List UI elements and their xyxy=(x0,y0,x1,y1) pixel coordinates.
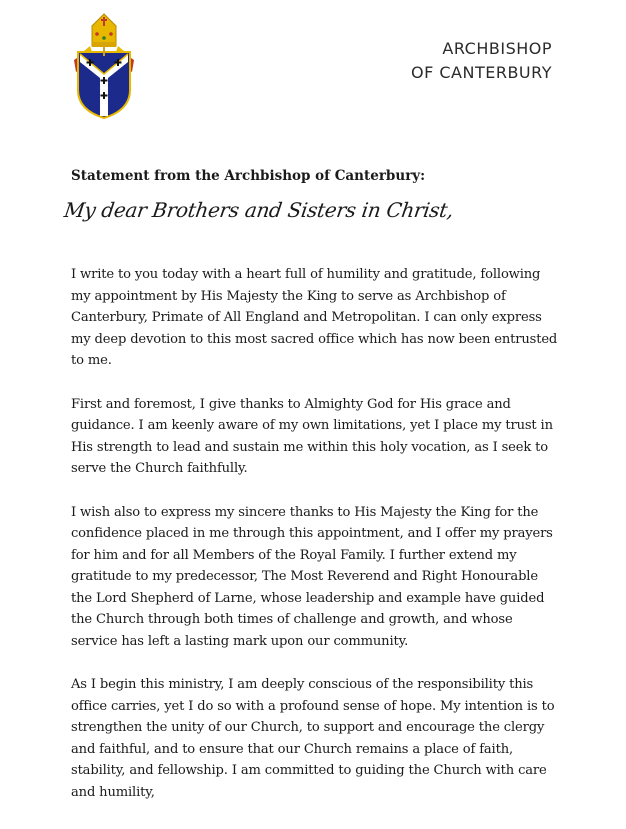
archiepiscopal-coat-of-arms-icon xyxy=(70,12,138,120)
paragraph-2: First and foremost, I give thanks to Almighty God for His grace and guidance. I am keenly aware of my own limitations, yet I place my trust in His strength to lead and sustain me within this holy vocation, as I seek to serve the Church faithfully. xyxy=(71,396,553,476)
statement-heading: Statement from the Archbishop of Canterbury: xyxy=(71,168,426,184)
salutation: My dear Brothers and Sisters in Christ, xyxy=(62,198,455,222)
paragraph-1: I write to you today with a heart full of humility and gratitude, following my appointment by His Majesty the King to serve as Archbishop of Canterbury, Primate of All England and Metropolitan. I can only express my deep devotion to this most sacred office which has now been entrusted to me. xyxy=(71,267,558,368)
office-name-line-1: ARCHBISHOP xyxy=(442,39,552,58)
statement-body xyxy=(71,264,561,825)
paragraph-3: I wish also to express my sincere thanks to His Majesty the King for the confidence placed in me through this appointment, and I offer my prayers for him and for all Members of the Royal Family. I further extend my gratitude to my predecessor, The Most Reverend and Right Honourable the Lord Shepherd of Larne, whose leadership and example have guided the Church through both times of challenge and growth, and whose service has left a lasting mark upon our community. xyxy=(71,504,553,649)
office-name-line-2: OF CANTERBURY xyxy=(410,63,552,82)
office-name xyxy=(411,37,552,85)
paragraph-4: As I begin this ministry, I am deeply conscious of the responsibility this office carries, yet I do so with a profound sense of hope. My intention is to strengthen the unity of our Church, to support and encourage the clergy and faithful, and to ensure that our Church remains a place of faith, stability, and fellowship. I am committed to guiding the Church with care and humility, xyxy=(71,677,555,800)
